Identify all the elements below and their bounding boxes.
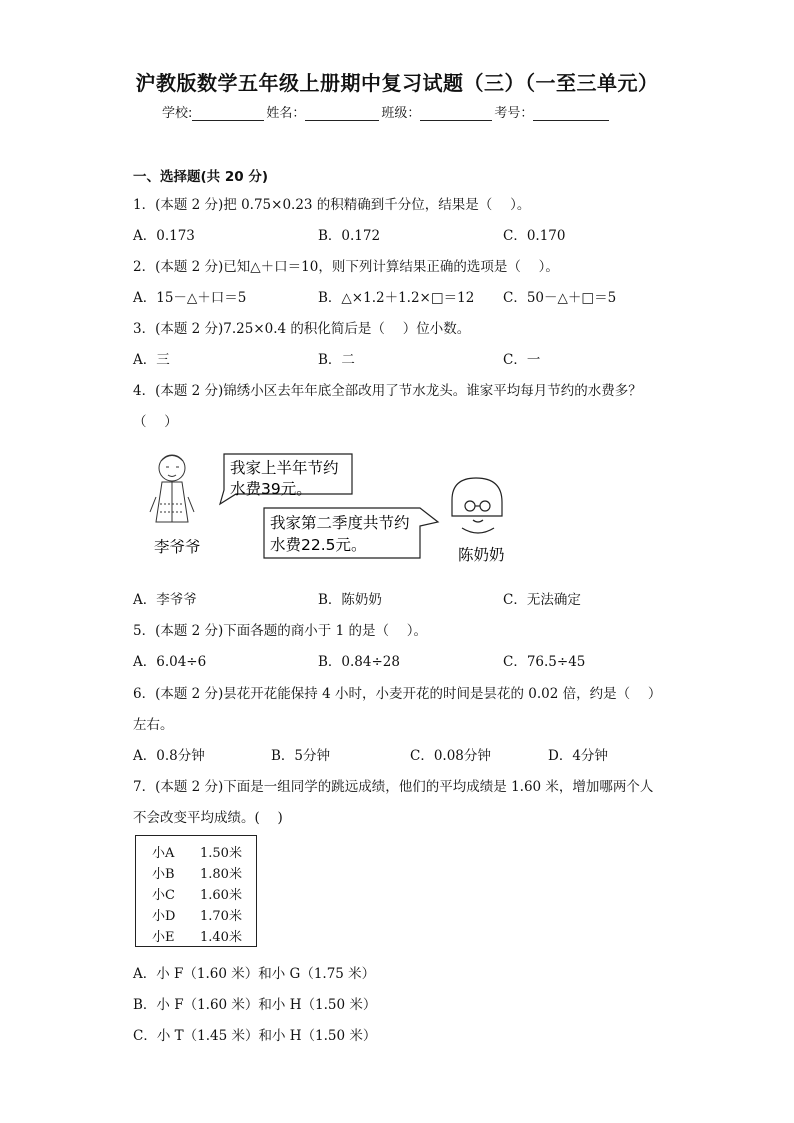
jump-score: 1.50米 bbox=[200, 846, 242, 861]
school-blank bbox=[192, 106, 264, 121]
class-blank bbox=[420, 106, 492, 121]
school-label: 学校: bbox=[162, 106, 193, 121]
q6-option-d: D．4分钟 bbox=[548, 748, 608, 764]
jump-score: 1.60米 bbox=[200, 888, 242, 903]
question-4-stem-cont: （ ） bbox=[133, 414, 178, 430]
exam-no-label: 考号： bbox=[494, 106, 534, 121]
bubble-2-line-1: 我家第二季度共节约 bbox=[270, 514, 410, 532]
water-saving-illustration bbox=[140, 442, 540, 572]
q1-option-a: A．0.173 bbox=[133, 228, 195, 244]
jump-score: 1.70米 bbox=[200, 909, 242, 924]
page-title: 沪教版数学五年级上册期中复习试题（三）（一至三单元） bbox=[135, 71, 659, 95]
q5-option-b: B．0.84÷28 bbox=[318, 654, 400, 670]
question-6-stem-cont: 左右。 bbox=[133, 717, 174, 733]
exam-no-blank bbox=[533, 106, 609, 121]
class-label: 班级： bbox=[381, 106, 421, 121]
question-7-stem-cont: 不会改变平均成绩。( ) bbox=[133, 810, 283, 826]
student-name: 小A bbox=[152, 846, 175, 861]
question-5-stem: 5．(本题 2 分)下面各题的商小于 1 的是（ ）。 bbox=[133, 623, 428, 639]
q3-option-b: B．二 bbox=[318, 352, 355, 368]
question-4-stem: 4．(本题 2 分)锦绣小区去年年底全部改用了节水龙头。谁家平均每月节约的水费多？ bbox=[133, 383, 642, 399]
student-name: 小B bbox=[152, 867, 175, 882]
student-info-line bbox=[162, 102, 611, 121]
grandpa-li-figure bbox=[150, 455, 194, 522]
q6-option-c: C．0.08分钟 bbox=[410, 748, 491, 764]
q5-option-a: A．6.04÷6 bbox=[133, 654, 207, 670]
q7-option-c: C．小 T（1.45 米）和小 H（1.50 米） bbox=[133, 1028, 377, 1044]
q4-option-a: A．李爷爷 bbox=[133, 592, 197, 608]
student-name: 小C bbox=[152, 888, 175, 903]
q3-option-a: A．三 bbox=[133, 352, 170, 368]
jump-score: 1.40米 bbox=[200, 930, 242, 945]
q4-option-b: B．陈奶奶 bbox=[318, 592, 382, 608]
q2-option-a: A．15－△＋口＝5 bbox=[133, 290, 247, 306]
long-jump-score-table bbox=[135, 835, 257, 947]
q5-option-c: C．76.5÷45 bbox=[503, 654, 586, 670]
student-name: 小E bbox=[152, 930, 175, 945]
jump-score: 1.80米 bbox=[200, 867, 242, 882]
section-heading: 一、选择题(共 20 分) bbox=[133, 169, 269, 185]
q2-option-b: B．△×1.2＋1.2×□＝12 bbox=[318, 290, 475, 306]
question-7-stem: 7．(本题 2 分)下面是一组同学的跳远成绩，他们的平均成绩是 1.60 米，增加哪两个人 bbox=[133, 779, 654, 795]
bubble-1-line-1: 我家上半年节约 bbox=[230, 459, 339, 477]
q7-option-b: B．小 F（1.60 米）和小 H（1.50 米） bbox=[133, 997, 377, 1013]
grandma-chen-figure bbox=[452, 478, 502, 533]
question-3-stem: 3．(本题 2 分)7.25×0.4 的积化简后是（ ）位小数。 bbox=[133, 321, 471, 337]
question-2-stem: 2．(本题 2 分)已知△＋口＝10，则下列计算结果正确的选项是（ ）。 bbox=[133, 259, 559, 275]
bubble-1-line-2: 水费39元。 bbox=[230, 480, 312, 498]
name-label: 姓名： bbox=[266, 106, 306, 121]
bubble-2-line-2: 水费22.5元。 bbox=[270, 536, 367, 554]
q6-option-a: A．0.8分钟 bbox=[133, 748, 205, 764]
name-blank bbox=[305, 106, 379, 121]
q6-option-b: B．5分钟 bbox=[271, 748, 331, 764]
person-2-label: 陈奶奶 bbox=[458, 546, 505, 564]
q1-option-b: B．0.172 bbox=[318, 228, 381, 244]
question-1-stem: 1．(本题 2 分)把 0.75×0.23 的积精确到千分位，结果是（ ）。 bbox=[133, 197, 531, 213]
q1-option-c: C．0.170 bbox=[503, 228, 566, 244]
q3-option-c: C．一 bbox=[503, 352, 541, 368]
person-1-label: 李爷爷 bbox=[154, 538, 201, 556]
q2-option-c: C．50－△＋□＝5 bbox=[503, 290, 617, 306]
question-6-stem: 6．(本题 2 分)昙花开花能保持 4 小时，小麦开花的时间是昙花的 0.02 倍，约是（ ） bbox=[133, 686, 662, 702]
q4-option-c: C．无法确定 bbox=[503, 592, 581, 608]
student-name: 小D bbox=[152, 909, 176, 924]
q7-option-a: A．小 F（1.60 米）和小 G（1.75 米） bbox=[133, 966, 376, 982]
